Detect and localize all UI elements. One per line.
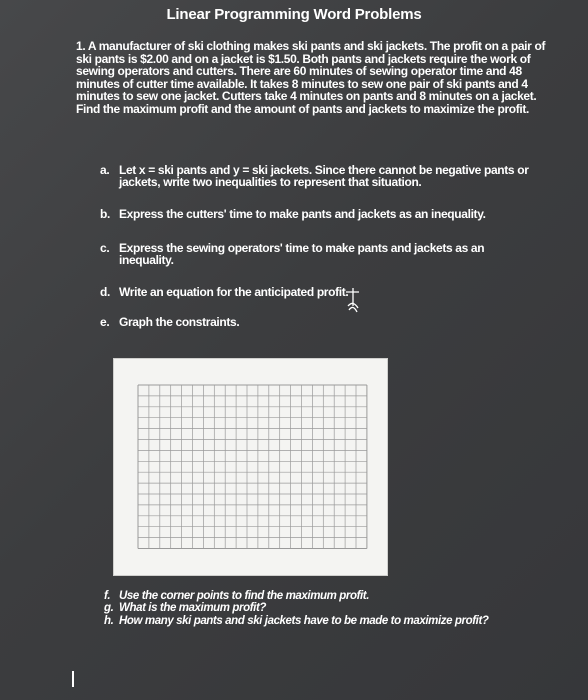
pen-scribble-mark [342,286,364,314]
part-d [100,286,540,298]
worksheet-title: Linear Programming Word Problems [166,6,422,23]
part-text: Use the corner points to find the maximum profit. [119,590,370,602]
part-text: How many ski pants and ski jackets have to be made to maximize profit? [119,614,489,627]
part-letter: c. [100,241,110,255]
part-letter: b. [100,207,110,221]
part-letter: d. [100,285,110,299]
part-letter: e. [100,315,110,329]
part-h [104,615,544,627]
part-text: Express the sewing operators' time to make pants and jackets as an inequality. [119,241,485,268]
problem-number: 1. [76,39,86,53]
part-letter: f. [104,590,111,602]
part-g [104,602,544,614]
part-f [104,590,544,602]
problem-1 [76,40,556,116]
part-b [100,208,540,220]
part-text: Express the cutters' time to make pants and jackets as an inequality. [119,207,486,221]
part-letter: g. [104,602,114,615]
part-text: Let x = ski pants and y = ski jackets. Since there cannot be negative pants or jackets, write two inequalities to represent that situation. [119,163,529,190]
lower-parts [104,590,544,627]
part-letter: a. [100,163,110,177]
part-text: What is the maximum profit? [119,602,267,615]
part-e [100,316,540,328]
part-text: Write an equation for the anticipated profit. [119,285,349,299]
part-c [100,242,540,267]
part-letter: h. [104,614,114,627]
part-a [100,164,540,189]
graph-grid [114,359,387,575]
text-cursor [72,671,74,687]
part-text: Graph the constraints. [119,315,240,329]
graph-paper[interactable] [113,358,388,576]
problem-text: A manufacturer of ski clothing makes ski pants and ski jackets. The profit on a pair of ski pants is $2.00 and on a jacket is $1.50. Both pants and jackets require the work of sewing operators and cutters. There are 60 minutes of sewing operator time and 48 minutes of cutter time available. It takes 8 minutes to sew one pair of ski pants and 4 minutes to sew one jacket. Cutters take 4 minutes on pants and 8 minutes on a jacket. Find the maximum profit and the amount of pants and jackets to maximize the profit. [76,39,546,116]
